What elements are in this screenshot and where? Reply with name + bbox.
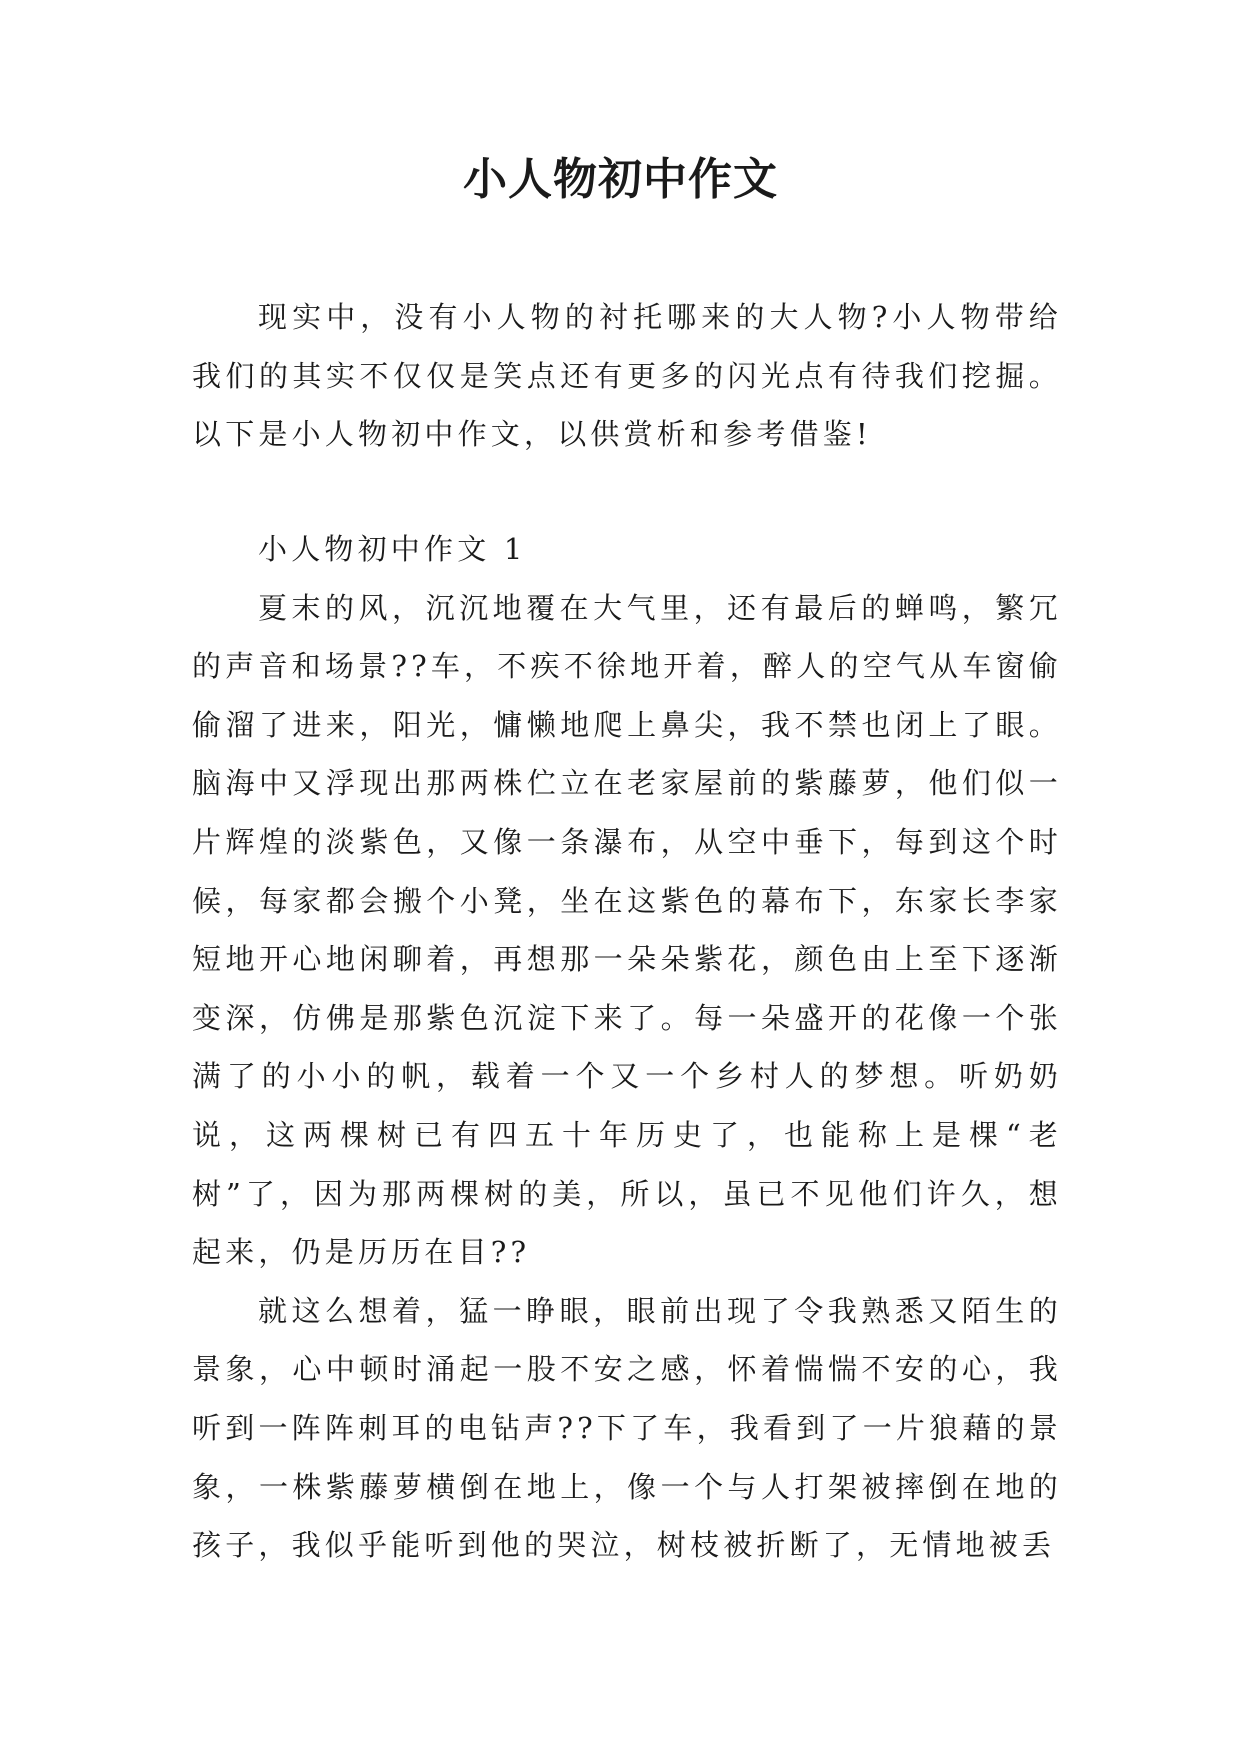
- intro-paragraph: 现实中，没有小人物的衬托哪来的大人物?小人物带给我们的其实不仅仅是笑点还有更多的闪光点有待我们挖掘。以下是小人物初中作文，以供赏析和参考借鉴!: [192, 300, 1062, 452]
- essay-paragraph-2: 就这么想着，猛一睁眼，眼前出现了令我熟悉又陌生的景象，心中顿时涌起一股不安之感，怀着惴惴不安的心，我听到一阵阵刺耳的电钻声??下了车，我看到了一片狼藉的景象，一株紫藤萝横倒在地上，像一个与人打架被摔倒在地的孩子，我似乎能听到他的哭泣，树枝被折断了，无情地被丢: [192, 1293, 1062, 1563]
- essay-section: [192, 520, 1062, 1575]
- section-heading: 小人物初中作文 1: [258, 532, 527, 566]
- document-title: 小人物初中作文: [463, 154, 778, 205]
- intro-section: [192, 288, 1062, 464]
- essay-paragraph-1: 夏末的风，沉沉地覆在大气里，还有最后的蝉鸣，繁冗的声音和场景??车，不疾不徐地开着，醉人的空气从车窗偷偷溜了进来，阳光，慵懒地爬上鼻尖，我不禁也闭上了眼。脑海中又浮现出那两株伫立在老家屋前的紫藤萝，他们似一片辉煌的淡紫色，又像一条瀑布，从空中垂下，每到这个时候，每家都会搬个小凳，坐在这紫色的幕布下，东家长李家短地开心地闲聊着，再想那一朵朵紫花，颜色由上至下逐渐变深，仿佛是那紫色沉淀下来了。每一朵盛开的花像一个张满了的小小的帆，载着一个又一个乡村人的梦想。听奶奶说，这两棵树已有四五十年历史了，也能称上是棵“老树”了，因为那两棵树的美，所以，虽已不见他们许久，想起来，仍是历历在目??: [192, 590, 1062, 1270]
